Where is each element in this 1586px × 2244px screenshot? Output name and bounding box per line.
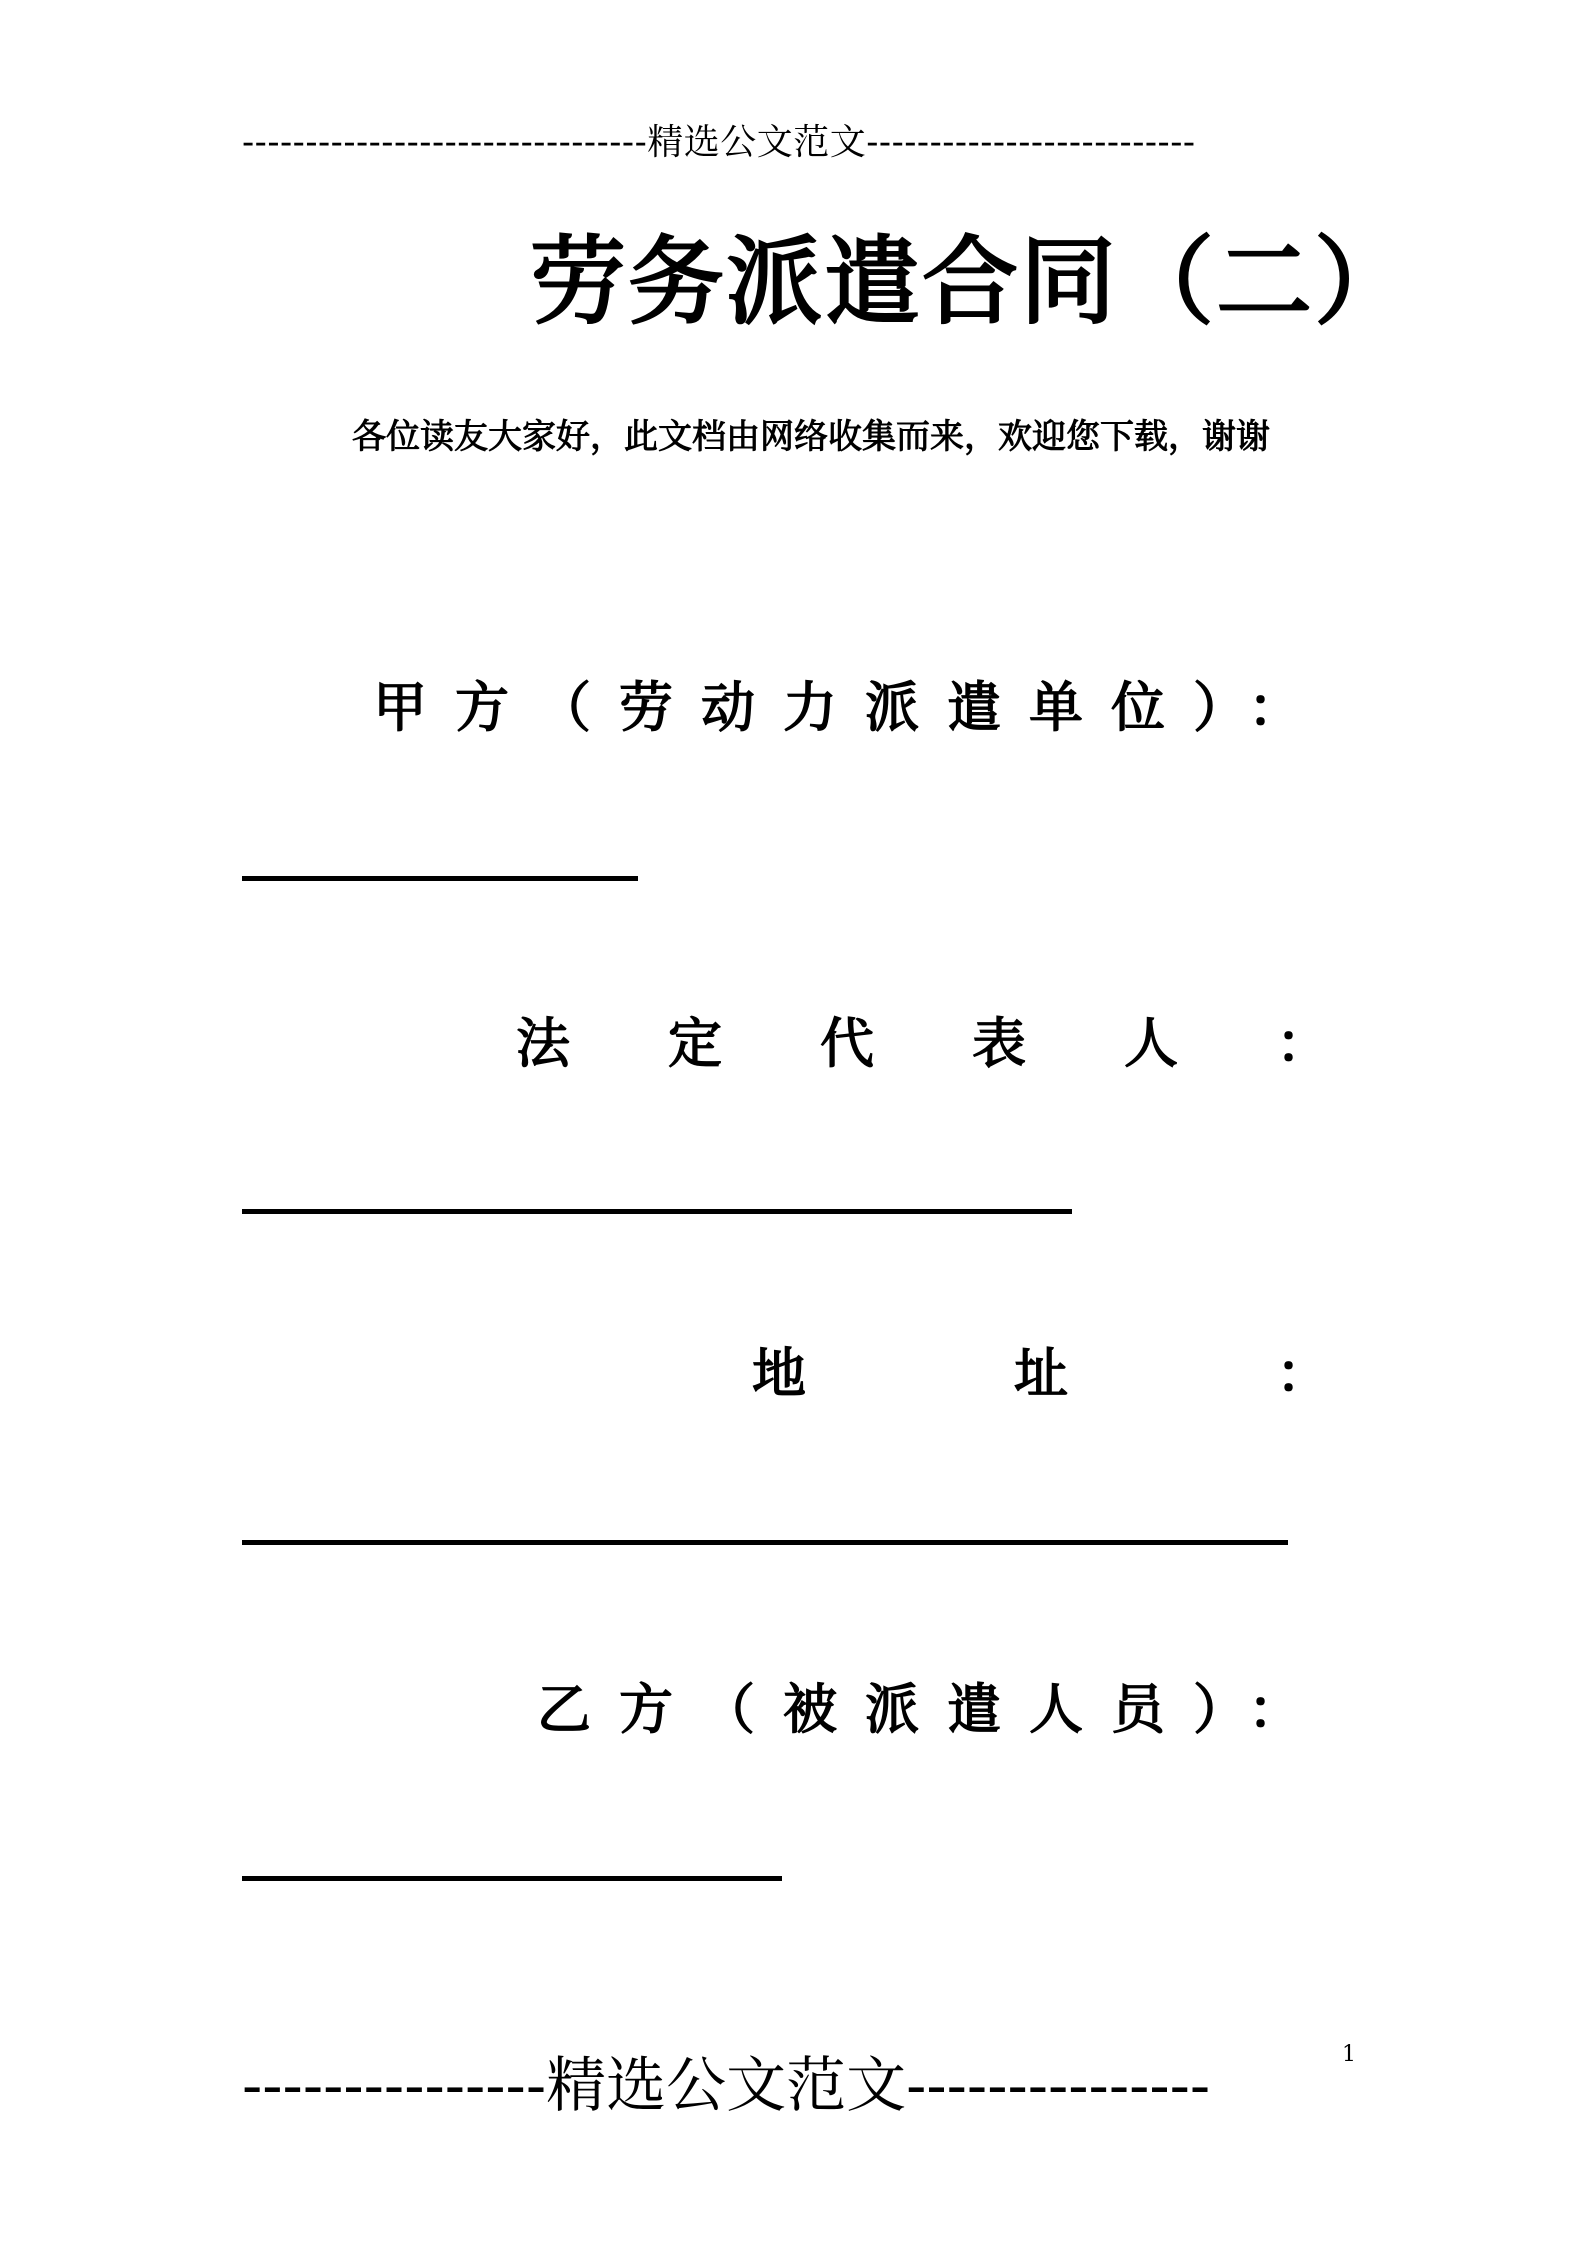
address-blank-line	[242, 1540, 1288, 1545]
page-header: --------------------------------精选公文范文--------------------------	[242, 122, 1196, 163]
party-a-label: 甲方（劳动力派遣单位）：	[373, 676, 1330, 739]
page-number: 1	[1342, 2042, 1356, 2067]
page-footer: ---------------精选公文范文---------------	[242, 2051, 1211, 2121]
legal-rep-char: 表	[972, 1012, 1026, 1075]
address-char: ：	[1276, 1342, 1330, 1405]
party-b-blank-line	[242, 1876, 782, 1881]
party-b-label: 乙方（被派遣人员）：	[537, 1678, 1330, 1741]
legal-rep-char: 代	[820, 1012, 874, 1075]
address-char: 地	[752, 1342, 806, 1405]
party-a-blank-line	[242, 876, 638, 881]
legal-representative-blank-line	[242, 1209, 1072, 1214]
address-char: 址	[1014, 1342, 1068, 1405]
legal-rep-char: 法	[516, 1012, 570, 1075]
document-title: 劳务派遣合同（二）	[530, 226, 1412, 338]
intro-text: 各位读友大家好，此文档由网络收集而来，欢迎您下载，谢谢	[352, 417, 1270, 457]
legal-rep-char: 人	[1124, 1012, 1178, 1075]
legal-rep-char: 定	[668, 1012, 722, 1075]
legal-representative-label	[516, 1004, 1330, 1084]
address-label	[752, 1334, 1330, 1414]
legal-rep-char: ：	[1276, 1012, 1330, 1075]
